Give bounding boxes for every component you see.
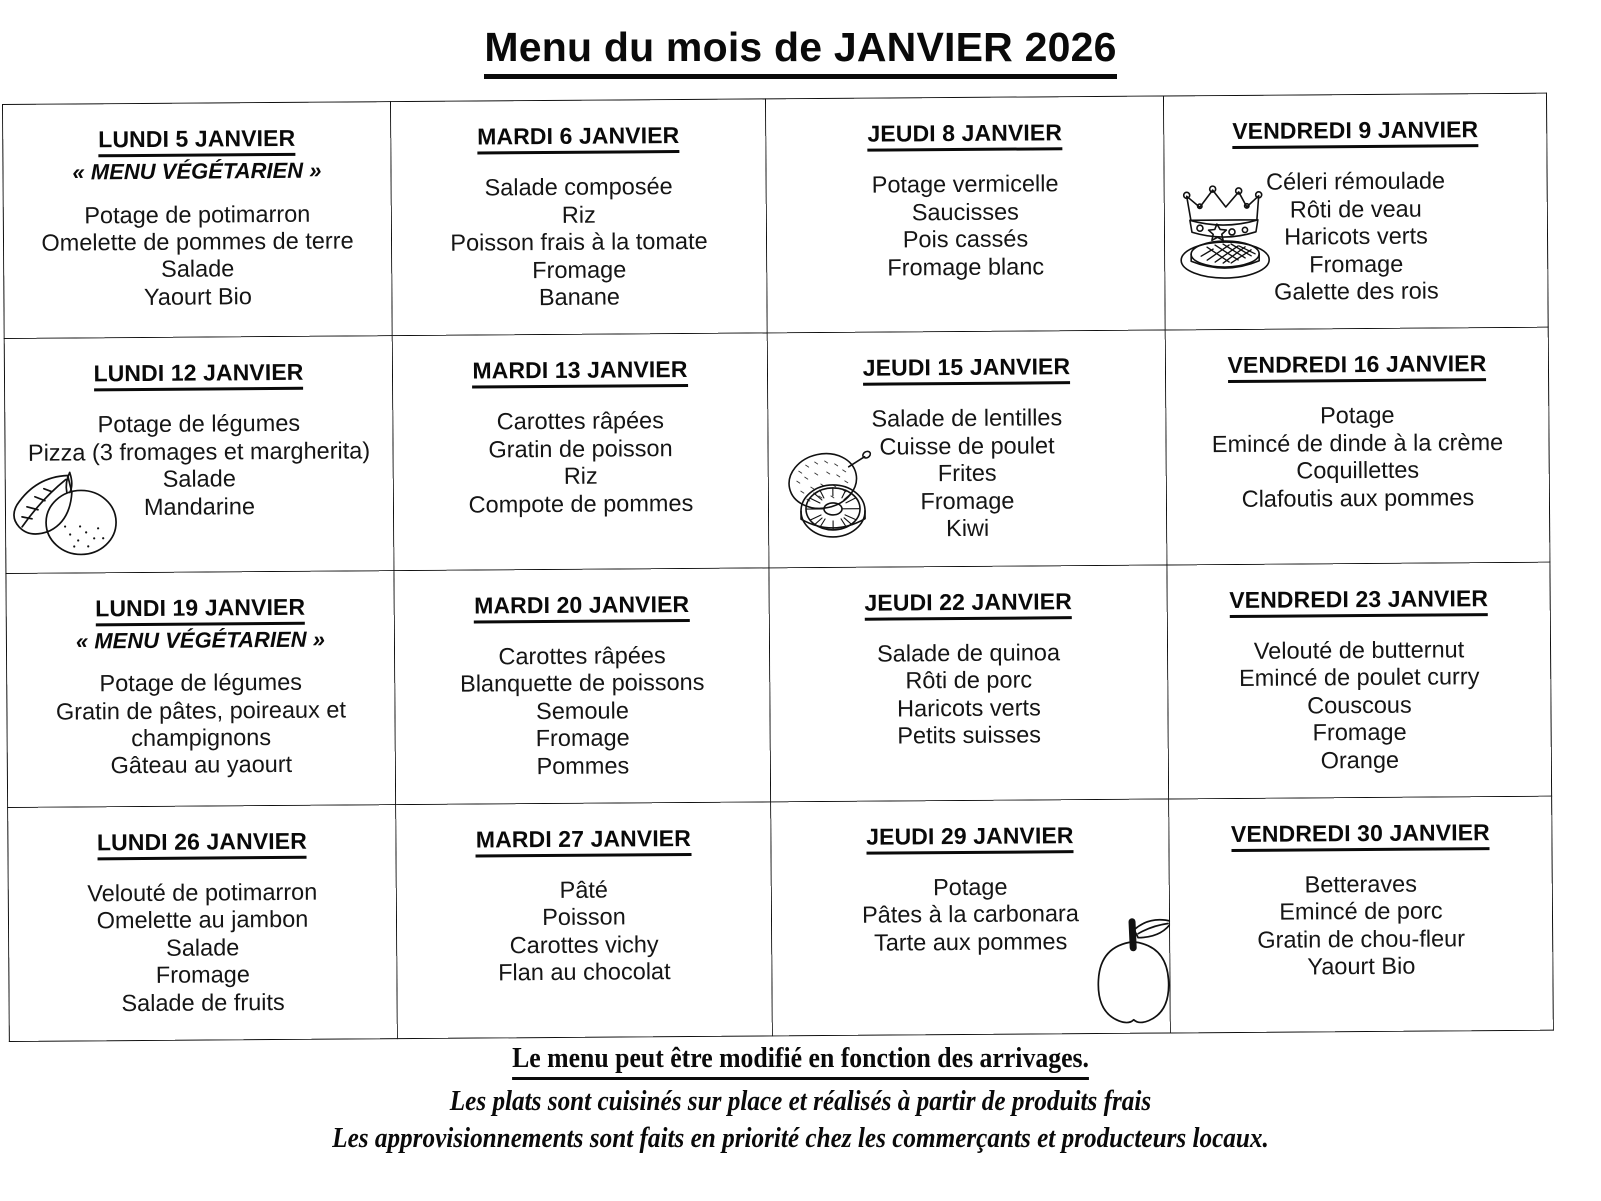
menu-day-content bbox=[391, 99, 767, 335]
menu-week-row bbox=[8, 796, 1554, 1042]
menu-day-heading bbox=[399, 121, 757, 155]
menu-dish-item: Yaourt Bio bbox=[143, 283, 253, 310]
menu-dish-item: Tarte aux pommes bbox=[873, 928, 1068, 956]
menu-dish-item: Emincé de poulet curry bbox=[1238, 663, 1480, 692]
menu-day-content bbox=[1167, 562, 1551, 798]
menu-dish-item: Clafoutis aux pommes bbox=[1241, 484, 1475, 512]
menu-day-cell bbox=[3, 102, 393, 339]
menu-dish-item: Rôti de porc bbox=[905, 666, 1033, 694]
menu-day-cell bbox=[396, 802, 773, 1039]
menu-day-date: MARDI 27 JANVIER bbox=[476, 825, 691, 858]
menu-day-content bbox=[1164, 94, 1548, 330]
menu-dish-list bbox=[775, 170, 1157, 283]
menu-dish-item: Salade bbox=[165, 934, 240, 961]
menu-day-cell bbox=[4, 336, 394, 573]
menu-dish-item: Fromage bbox=[1309, 250, 1404, 278]
menu-day-heading bbox=[1172, 116, 1538, 150]
menu-day-date: VENDREDI 23 JANVIER bbox=[1229, 585, 1488, 618]
menu-day-content bbox=[5, 336, 394, 572]
menu-dish-item: Flan au chocolat bbox=[498, 958, 671, 986]
menu-dish-item: Banane bbox=[538, 283, 621, 311]
menu-dish-list bbox=[776, 404, 1158, 544]
menu-dish-item: Velouté de potimarron bbox=[87, 878, 318, 907]
menu-dish-list bbox=[400, 173, 759, 313]
menu-dish-list bbox=[778, 638, 1160, 751]
menu-table bbox=[2, 93, 1554, 1042]
menu-day-content bbox=[393, 334, 769, 570]
menu-dish-item: Frites bbox=[937, 460, 997, 487]
menu-day-date: JEUDI 22 JANVIER bbox=[864, 588, 1072, 621]
menu-day-date: LUNDI 19 JANVIER bbox=[95, 593, 305, 626]
menu-dish-item: Céleri rémoulade bbox=[1266, 167, 1446, 195]
menu-day-content bbox=[3, 102, 392, 338]
menu-dish-item: Velouté de butternut bbox=[1253, 635, 1465, 664]
menu-dish-item: Pâtes à la carbonara bbox=[861, 900, 1079, 929]
menu-dish-item: Galette des rois bbox=[1274, 277, 1439, 305]
menu-dish-list bbox=[1176, 635, 1543, 775]
menu-day-content bbox=[768, 331, 1167, 567]
menu-dish-list bbox=[1174, 401, 1541, 514]
menu-dish-list bbox=[17, 878, 389, 1018]
menu-day-cell bbox=[767, 330, 1167, 567]
menu-day-content bbox=[766, 96, 1165, 332]
menu-day-cell bbox=[1165, 327, 1550, 564]
menu-day-cell bbox=[392, 333, 769, 570]
menu-day-cell bbox=[765, 96, 1165, 333]
menu-week-row bbox=[6, 562, 1552, 808]
menu-dish-item: Fromage blanc bbox=[887, 252, 1045, 281]
menu-day-heading bbox=[1176, 584, 1542, 618]
page-title: Menu du mois de JANVIER 2026 bbox=[484, 24, 1116, 79]
menu-dish-item: Carottes râpées bbox=[496, 407, 665, 435]
menu-dish-list bbox=[12, 200, 384, 313]
menu-day-content bbox=[771, 799, 1170, 1035]
menu-day-date: LUNDI 12 JANVIER bbox=[93, 359, 303, 392]
menu-day-cell bbox=[1167, 562, 1552, 799]
menu-day-heading bbox=[776, 353, 1157, 387]
menu-day-cell bbox=[769, 564, 1169, 801]
menu-dish-item: Fromage bbox=[155, 961, 250, 989]
menu-day-date: JEUDI 8 JANVIER bbox=[867, 119, 1062, 152]
menu-day-heading bbox=[778, 587, 1159, 621]
menu-dish-item: Fromage bbox=[535, 724, 630, 752]
menu-day-heading bbox=[774, 119, 1155, 153]
menu-day-subheading: « MENU VÉGÉTARIEN » bbox=[75, 626, 326, 654]
menu-day-date: MARDI 6 JANVIER bbox=[477, 122, 679, 155]
menu-dish-item: Petits suisses bbox=[897, 721, 1042, 749]
menu-dish-item: Gratin de pâtes, poireaux et champignons bbox=[55, 695, 347, 752]
menu-dish-item: Gratin de chou-fleur bbox=[1257, 925, 1466, 953]
menu-day-heading bbox=[15, 593, 386, 627]
menu-day-heading bbox=[779, 821, 1160, 855]
menu-day-content bbox=[394, 568, 770, 804]
menu-dish-item: Salade composée bbox=[484, 173, 673, 201]
menu-day-content bbox=[6, 571, 395, 807]
footer-line-local-suppliers: Les approvisionnements sont faits en priorité chez les commerçants et producteurs locaux. bbox=[332, 1122, 1269, 1154]
menu-day-cell bbox=[390, 99, 767, 336]
menu-day-cell bbox=[771, 799, 1171, 1036]
menu-dish-item: Haricots verts bbox=[897, 693, 1041, 722]
menu-day-heading bbox=[1177, 818, 1543, 852]
menu-dish-item: Fromage bbox=[1312, 718, 1407, 746]
menu-dish-item: Coquillettes bbox=[1296, 456, 1420, 484]
menu-day-content bbox=[1169, 796, 1553, 1032]
menu-day-cell bbox=[6, 570, 396, 807]
menu-day-heading bbox=[403, 590, 761, 624]
menu-week-row bbox=[4, 327, 1550, 573]
menu-dish-item: Pommes bbox=[536, 751, 630, 779]
menu-dish-item: Salade bbox=[161, 255, 235, 283]
menu-day-date: VENDREDI 30 JANVIER bbox=[1231, 819, 1490, 852]
menu-day-content bbox=[8, 805, 397, 1041]
menu-dish-item: Orange bbox=[1320, 746, 1400, 773]
menu-dish-item: Rôti de veau bbox=[1289, 195, 1422, 223]
menu-week-row bbox=[3, 93, 1549, 339]
menu-dish-list bbox=[13, 410, 385, 523]
menu-dish-list bbox=[405, 875, 764, 988]
menu-dish-item: Kiwi bbox=[945, 515, 990, 542]
menu-dish-item: Riz bbox=[561, 201, 596, 228]
menu-day-subheading: « MENU VÉGÉTARIEN » bbox=[72, 157, 322, 185]
menu-day-heading bbox=[13, 358, 384, 392]
menu-dish-list bbox=[15, 668, 387, 781]
menu-day-content bbox=[769, 565, 1168, 801]
menu-dish-item: Saucisses bbox=[911, 198, 1019, 225]
menu-day-heading bbox=[1174, 350, 1540, 384]
menu-dish-item: Gâteau au yaourt bbox=[110, 751, 293, 779]
menu-day-date: VENDREDI 9 JANVIER bbox=[1232, 116, 1478, 149]
menu-day-heading bbox=[11, 124, 382, 158]
footer-line-modification: Le menu peut être modifié en fonction des arrivages. bbox=[512, 1042, 1089, 1080]
menu-dish-item: Omelette de pommes de terre bbox=[41, 227, 354, 256]
menu-day-cell bbox=[1169, 796, 1554, 1033]
menu-dish-item: Poisson bbox=[542, 903, 626, 931]
page-title-container bbox=[0, 24, 1601, 79]
menu-day-date: VENDREDI 16 JANVIER bbox=[1227, 350, 1486, 383]
menu-dish-list bbox=[1178, 870, 1545, 983]
menu-dish-item: Gratin de poisson bbox=[488, 434, 673, 463]
menu-dish-item: Pâté bbox=[559, 876, 609, 903]
menu-dish-item: Cuisse de poulet bbox=[879, 432, 1055, 460]
menu-dish-item: Poisson frais à la tomate bbox=[450, 227, 708, 256]
menu-dish-item: Salade de quinoa bbox=[876, 638, 1061, 667]
menu-dish-item: Blanquette de poissons bbox=[459, 668, 705, 697]
menu-dish-item: Carottes vichy bbox=[509, 931, 659, 959]
menu-day-cell bbox=[1163, 93, 1548, 330]
menu-dish-item: Compote de pommes bbox=[468, 489, 694, 518]
menu-dish-item: Potage de légumes bbox=[97, 410, 301, 438]
menu-dish-item: Salade de fruits bbox=[121, 988, 285, 1016]
menu-day-cell bbox=[394, 567, 771, 804]
menu-dish-item: Fromage bbox=[920, 487, 1015, 515]
menu-dish-item: Potage vermicelle bbox=[871, 170, 1059, 198]
menu-dish-item: Potage bbox=[1319, 402, 1395, 429]
menu-dish-item: Haricots verts bbox=[1284, 222, 1428, 250]
menu-dish-item: Betteraves bbox=[1304, 870, 1418, 898]
menu-grid-wrapper bbox=[2, 93, 1549, 1042]
menu-dish-item: Pizza (3 fromages et margherita) bbox=[27, 437, 371, 466]
menu-dish-item: Semoule bbox=[535, 697, 629, 724]
menu-dish-item: Yaourt Bio bbox=[1307, 952, 1416, 980]
menu-dish-item: Salade de lentilles bbox=[871, 404, 1063, 433]
menu-day-content bbox=[396, 802, 772, 1038]
menu-dish-item: Couscous bbox=[1307, 691, 1412, 719]
menu-day-date: LUNDI 5 JANVIER bbox=[98, 125, 295, 158]
menu-day-date: LUNDI 26 JANVIER bbox=[97, 828, 307, 861]
menu-dish-list bbox=[401, 407, 760, 520]
menu-day-heading bbox=[404, 824, 762, 858]
menu-dish-list bbox=[1173, 167, 1540, 307]
menu-dish-item: Potage bbox=[932, 873, 1008, 901]
menu-day-heading bbox=[401, 356, 759, 390]
menu-day-content bbox=[1166, 328, 1550, 564]
menu-dish-item: Carottes râpées bbox=[498, 641, 666, 670]
menu-day-date: JEUDI 15 JANVIER bbox=[863, 353, 1071, 386]
menu-day-heading bbox=[16, 827, 387, 861]
menu-dish-item: Fromage bbox=[532, 256, 627, 283]
menu-dish-item: Potage de légumes bbox=[99, 668, 303, 697]
menu-dish-list bbox=[403, 641, 762, 781]
footer-notes bbox=[0, 1042, 1601, 1157]
footer-line-fresh-products: Les plats sont cuisinés sur place et réalisés à partir de produits frais bbox=[449, 1085, 1152, 1117]
menu-dish-item: Emincé de porc bbox=[1279, 897, 1443, 926]
menu-dish-item: Potage de potimarron bbox=[84, 200, 311, 228]
menu-dish-item: Emincé de dinde à la crème bbox=[1211, 428, 1504, 457]
menu-day-date: MARDI 13 JANVIER bbox=[472, 356, 687, 389]
menu-day-date: JEUDI 29 JANVIER bbox=[866, 822, 1074, 855]
menu-day-date: MARDI 20 JANVIER bbox=[474, 590, 689, 623]
menu-day-cell bbox=[8, 804, 398, 1041]
menu-dish-list bbox=[780, 872, 1162, 957]
menu-dish-item: Riz bbox=[563, 462, 598, 490]
menu-dish-item: Omelette au jambon bbox=[96, 906, 309, 934]
menu-dish-item: Pois cassés bbox=[902, 225, 1029, 253]
menu-dish-item: Salade bbox=[162, 465, 236, 493]
menu-dish-item: Mandarine bbox=[143, 492, 256, 520]
